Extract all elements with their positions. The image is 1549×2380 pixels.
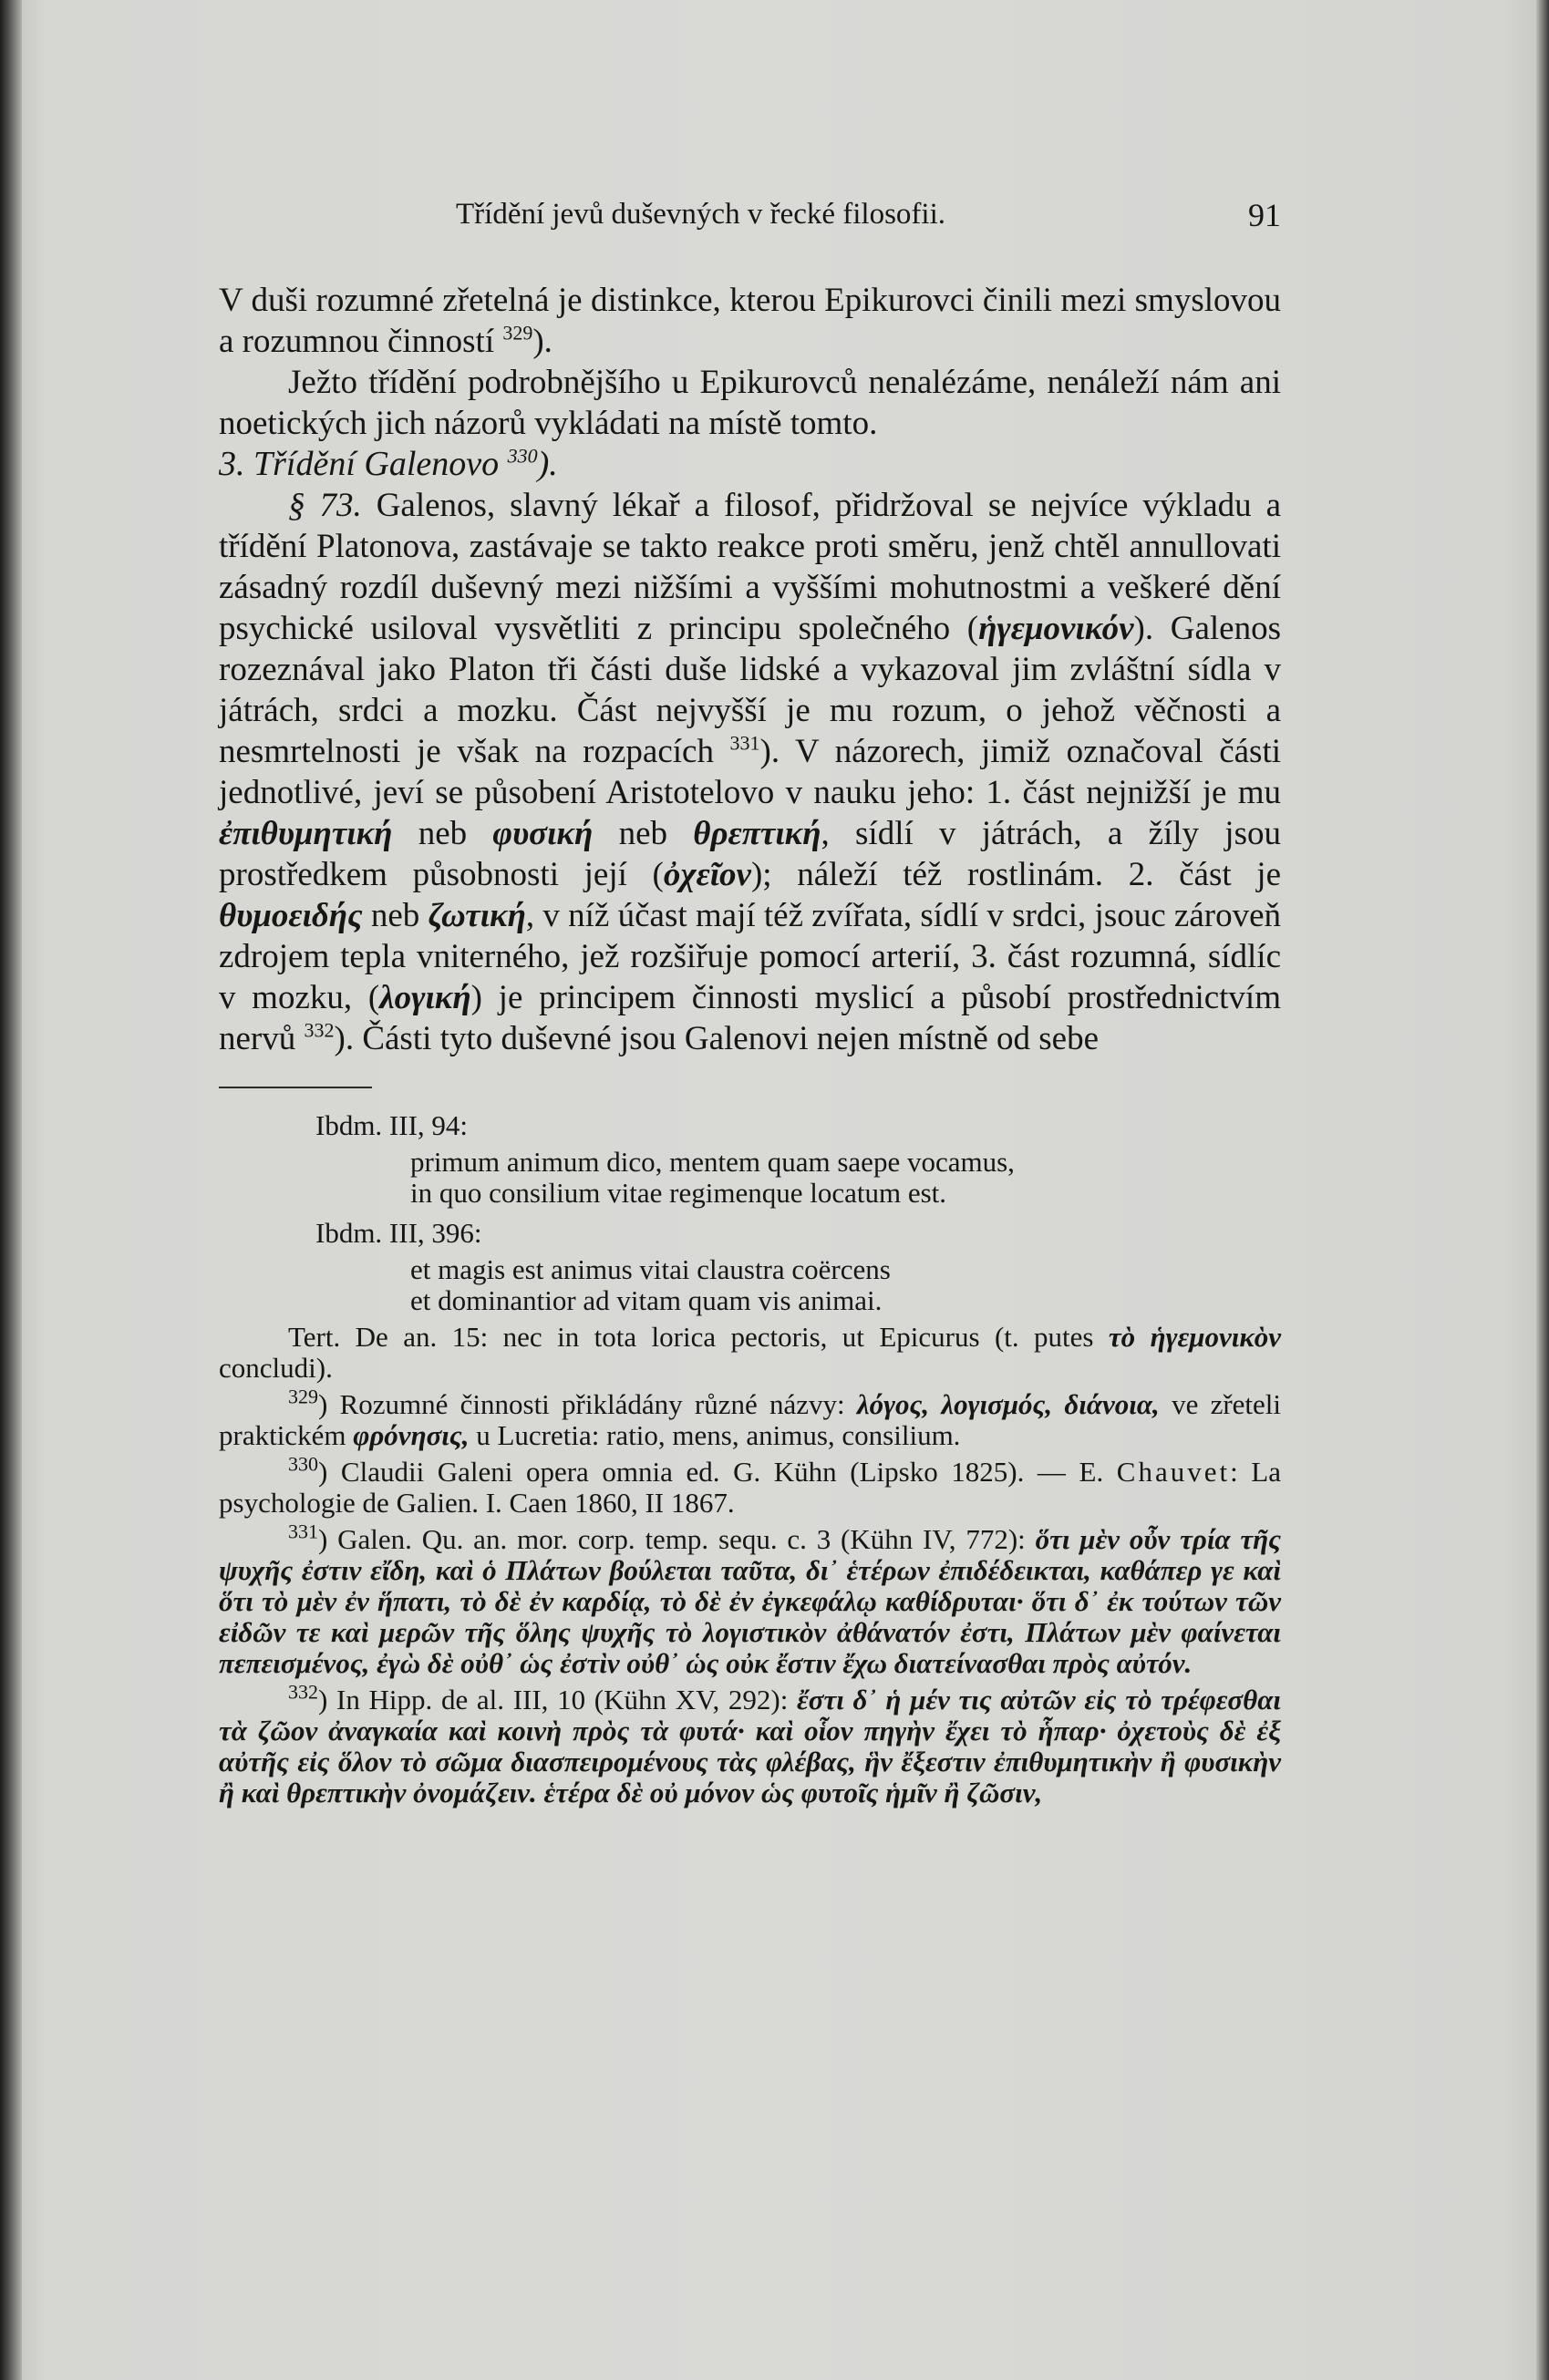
footnote-329: $^{329}$) Rozumné činnosti přikládány různé názvy: λόγος, λογισμός, διάνοια, ve zřeteli praktickém φρόνησις, u Lucretia: ratio, mens, animus, consilium.: [219, 1385, 1282, 1451]
page-number: 91: [1248, 197, 1281, 233]
footnote-332: $^{332}$) In Hipp. de al. III, 10 (Kühn XV, 292): ἔστι δ᾽ ἡ μέν τις αὐτῶν εἰς τὸ τρέφεσθαι τὰ ζῶον ἀναγκαία καὶ κοινὴ πρὸς τὰ φυτά· καὶ οἷον πηγὴν ἔχει τὸ ἧπαρ· ὀχετοὺς δὲ ἐξ αὐτῆς εἰς ὅλον τὸ σῶμα διασπειρομένους τὰς φλέβας, ἣν ἔξεστιν ἐπιθυμητικὴν ἢ φυσικὴν ἢ καὶ θρεπτικὴν ὀνομάζειν. ἑτέρα δὲ οὐ μόνον ὡς φυτοῖς ἡμῖν ἢ ζῶσιν,: [219, 1680, 1281, 1808]
footnotes: [219, 1110, 1281, 1808]
footnote-divider: [219, 1087, 372, 1088]
footnote-331: $^{331}$) Galen. Qu. an. mor. corp. temp. sequ. c. 3 (Kühn IV, 772): ὅτι μὲν οὖν τρία τῆς ψυχῆς ἐστιν εἴδη, καὶ ὁ Πλάτων βούλεται ταῦτα, δι᾽ ἑτέρων ἐπιδέδεικται, καθάπερ γε καὶ ὅτι τὸ μὲν ἐν ἥπατι, τὸ δὲ ἐν καρδίᾳ, τὸ δὲ ἐν ἐγκεφάλῳ καθίδρυται· ὅτι δ᾽ ἐκ τούτων τῶν εἰδῶν τε καὶ μερῶν τῆς ὅλης ψυχῆς τὸ λογιστικὸν ἀθάνατόν ἐστι, Πλάτων μὲν φαίνεται πεπεισμένος, ἐγὼ δὲ οὐθ᾽ ὡς ἐστὶν οὐθ᾽ ὡς οὐκ ἔστιν ἔχω διατείνασθαι πρὸς αὐτόν.: [219, 1520, 1281, 1679]
paragraph-3: § 73. Galenos, slavný lékař a filosof, přidržoval se nejvíce výkladu a třídění Platonova, zastávaje se takto reakce proti směru, jenž chtěl annullovati zásadný rozdíl duševný mezi nižšími a vyššími mohutnostmi a veškeré dění psychické usiloval vysvětliti z principu společného (ἡγεμονικόν). Galenos rozeznával jako Platon tři části duše lidské a vykazoval jim zvláštní sídla v játrách, srdci a mozku. Část nejvyšší je mu rozum, o jehož věčnosti a nesmrtelnosti je však na rozpacích $^{331}$). V názorech, jimiž označoval části jednotlivé, jeví se působení Aristotelovo v nauku jeho: 1. část nejnižší je mu ἐπιθυμητική neb φυσική neb θρεπτική, sídlí v játrách, a žíly jsou prostředkem působnosti její (ὀχεῖον); náleží též rostlinám. 2. část je θυμοειδής neb ζωτική, v níž účast mají též zvířata, sídlí v srdci, jsouc zároveň zdrojem tepla vniterného, jež rozšiřuje pomocí arterií, 3. část rozumná, sídlíc v mozku, (λογική) je principem činnosti myslicí a působí prostřednictvím nervů $^{332}$). Části tyto duševné jsou Galenovi nejen místně od sebe: [219, 487, 1282, 1057]
section-mark: § 73.: [288, 487, 362, 524]
citation-ibdm-94: Ibdm. III, 94:: [315, 1109, 469, 1141]
page-content: [219, 187, 1281, 1808]
page-header: [219, 187, 1281, 242]
page-right-edge: [1536, 0, 1549, 2380]
footnote-ref-332[interactable]: 332: [304, 1018, 335, 1042]
paragraph-2: Ježto třídění podrobnějšího u Epikurovců nenalézáme, nenáleží nám ani noetických jich názorů vykládati na místě tomto.: [219, 364, 1281, 442]
verse-quote-2: et magis est animus vitai claustra coërcens et dominantior ad vitam quam vis animai.: [410, 1253, 891, 1316]
citation-ibdm-396: Ibdm. III, 396:: [315, 1217, 482, 1249]
verse-quote-1: primum animum dico, mentem quam saepe vocamus, in quo consilium vitae regimenque locatum est.: [410, 1146, 1015, 1209]
main-text: [219, 280, 1281, 1059]
footnote-330: $^{330}$) Claudii Galeni opera omnia ed. G. Kühn (Lipsko 1825). — E. Chauvet: La psychologie de Galien. I. Caen 1860, II 1867.: [219, 1452, 1282, 1519]
paragraph-1: V duši rozumné zřetelná je distinkce, kterou Epikurovci činili mezi smyslovou a rozumnou činností $^{329}$).: [219, 282, 1281, 360]
section-heading: 3. Třídění Galenovo $^{330}$).: [219, 444, 558, 483]
footnote-ref-331[interactable]: 331: [729, 731, 760, 755]
footnote-ref-330[interactable]: 330: [507, 444, 538, 468]
footnote-ref-329[interactable]: 329: [502, 321, 533, 345]
citation-tertullian: Tert. De an. 15: nec in tota lorica pectoris, ut Epicurus (t. putes τὸ ἡγεμονικὸν concludi).: [219, 1321, 1282, 1384]
running-title: Třídění jevů duševných v řecké filosofii.: [456, 198, 946, 231]
page-left-edge: [0, 0, 22, 2380]
